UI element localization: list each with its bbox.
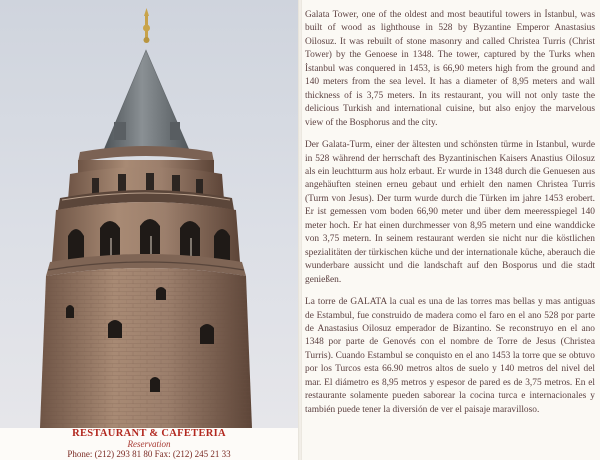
galata-tower-photo — [0, 0, 298, 428]
page-fold — [298, 0, 302, 460]
caption-subtitle: Reservation — [127, 439, 171, 449]
paragraph-english: Galata Tower, one of the oldest and most beautiful towers in İstanbul, was built of wood as lighthouse in 528 by Byzantine Emperor Anastasius Oilosuz. It was rebuilt of stone masonry and called Christea Turris (Christ Tower) by the Genoese in 1348. The tower, captured by the Turks when İstanbul was conquered in 1453, is 66,90 meters high from the ground and 140 meters from the sea level. It has a diameter of 8,95 meters and wall thickness of is 3,75 meters. In its restaurant, you will not only taste the delicious Turkish and international cuisine, but also enjoy the marvelous view of the Bosphorus and the city. — [305, 10, 595, 128]
right-panel — [305, 0, 595, 460]
restaurant-caption — [0, 428, 298, 460]
left-panel — [0, 0, 298, 460]
caption-phone: Phone: (212) 293 81 80 Fax: (212) 245 21 33 — [67, 449, 231, 459]
paragraph-german: Der Galata-Turm, einer der ältesten und schönsten türme in Istanbul, wurde in 528 während der herrschaft des Byzantinischen Kaisers Anastius Oilosuz als ein leuchtturm aus holz erbaut. Er wurde in 1348 durch die Genuesen aus angehäuften steinen erneu gebaut und erhielt den namen Christea Turris (Turm von Jesus). Der turm wurde durch die Türken im jahre 1453 erobert. Er ist gemessen vom boden 66,90 meter und über dem meeresspiegel 140 meter hoch. Er hat einen durchmesser von 8,95 metern und eine wanddicke von 3,75 metern. In seinem restaurant werden sie nicht nur die köstlichen spezialitäten der türkischen küche und der internationale küche, aberauch die wunderbare aussicht und die landschaft auf den Bosporus und die stadt genießen. — [305, 140, 595, 285]
caption-title: RESTAURANT & CAFETERIA — [72, 428, 226, 439]
tower-illustration — [0, 0, 298, 428]
paragraph-spanish: La torre de GALATA la cual es una de las torres mas bellas y mas antiguas de Estambul, fue construido de madera como el faro en el ano 528 por parte de Anastasius Oilosuz emperador de Bizantino. Se reconstruyo en el ano 1348 por parte de Genovés con el nombre de Torre de Jesus (Christea Turris). Cuando Estambul se conquisto en el ano 1453 la torre que se obtuvo por los Turcos esta 66.90 metros altos de suelo y 140 metros del nivel del mar. El diámetro es 8,95 metros y espesor de pared es de 3,75 metros. En el restaurante solamente pueden saborear la cocina turca e internacionales y también puede tener la diversión de ver el paisaje maravilloso. — [305, 297, 595, 415]
